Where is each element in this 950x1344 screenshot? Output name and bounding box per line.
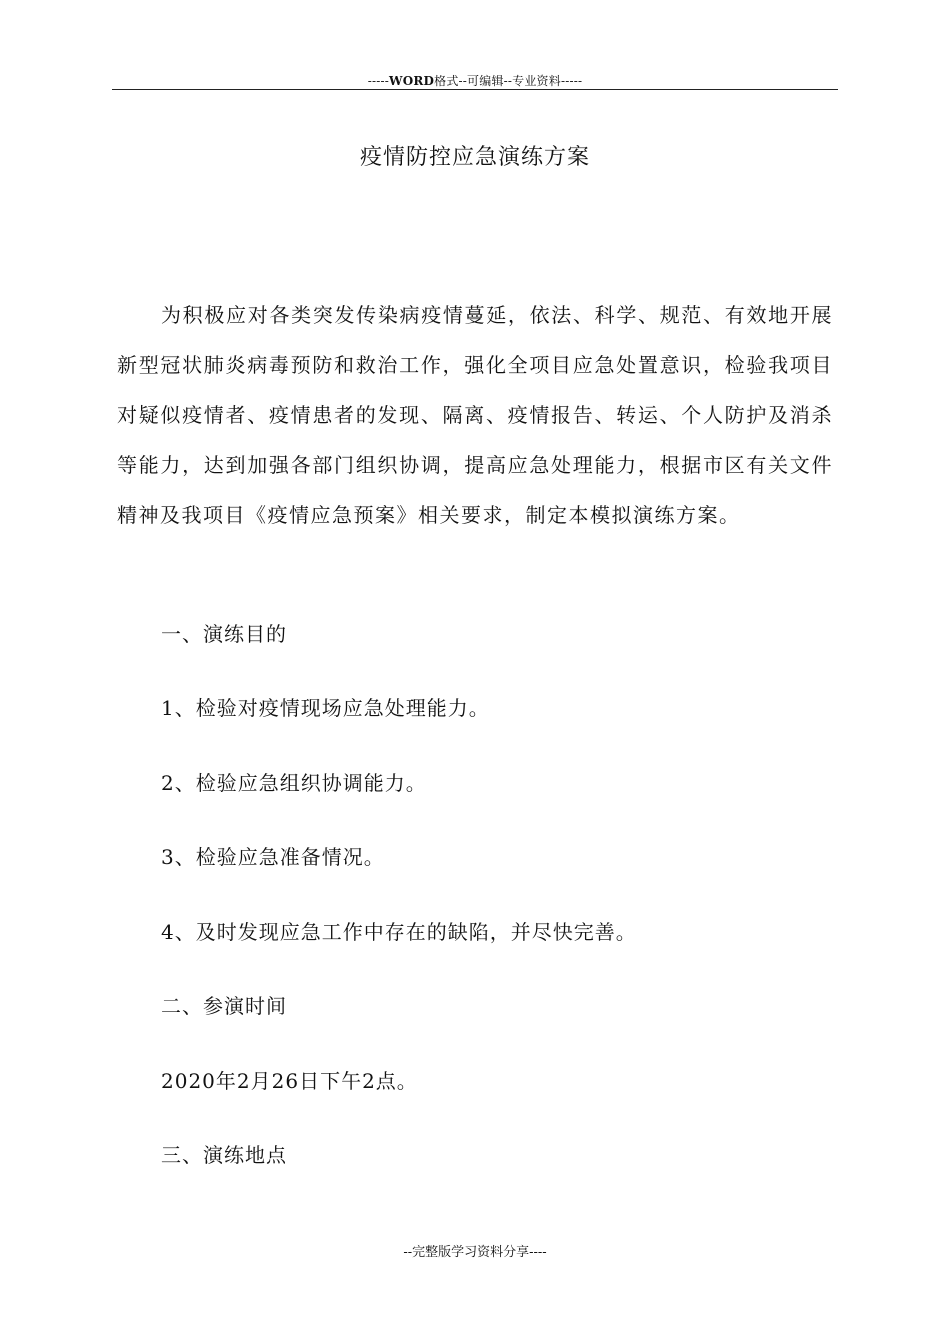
- document-title: 疫情防控应急演练方案: [359, 145, 590, 170]
- section-heading-time: 二、参演时间: [161, 994, 287, 1018]
- header-rule: [112, 89, 838, 90]
- header-prefix: -----: [367, 74, 390, 88]
- purpose-item-3: 3、检验应急准备情况。: [161, 845, 385, 869]
- intro-paragraph: 为积极应对各类突发传染病疫情蔓延，依法、科学、规范、有效地开展新型冠状肺炎病毒预防和救治工作，强化全项目应急处置意识，检验我项目对疑似疫情者、疫情患者的发现、隔离、疫情报告、转运、个人防护及消杀等能力，达到加强各部门组织协调，提高应急处理能力，根据市区有关文件精神及我项目《疫情应急预案》相关要求，制定本模拟演练方案。: [117, 303, 833, 527]
- header-word: WORD: [389, 74, 435, 88]
- page-header: [112, 72, 838, 90]
- purpose-item-2: 2、检验应急组织协调能力。: [161, 771, 427, 795]
- header-suffix: 格式--可编辑--专业资料-----: [434, 74, 583, 88]
- purpose-item-4: 4、及时发现应急工作中存在的缺陷，并尽快完善。: [161, 920, 637, 944]
- section-heading-location: 三、演练地点: [161, 1143, 287, 1167]
- drill-time-text: 2020年2月26日下午2点。: [161, 1069, 418, 1093]
- section-heading-purpose: 一、演练目的: [161, 622, 287, 646]
- purpose-item-1: 1、检验对疫情现场应急处理能力。: [161, 696, 490, 720]
- page-footer: --完整版学习资料分享----: [403, 1245, 547, 1260]
